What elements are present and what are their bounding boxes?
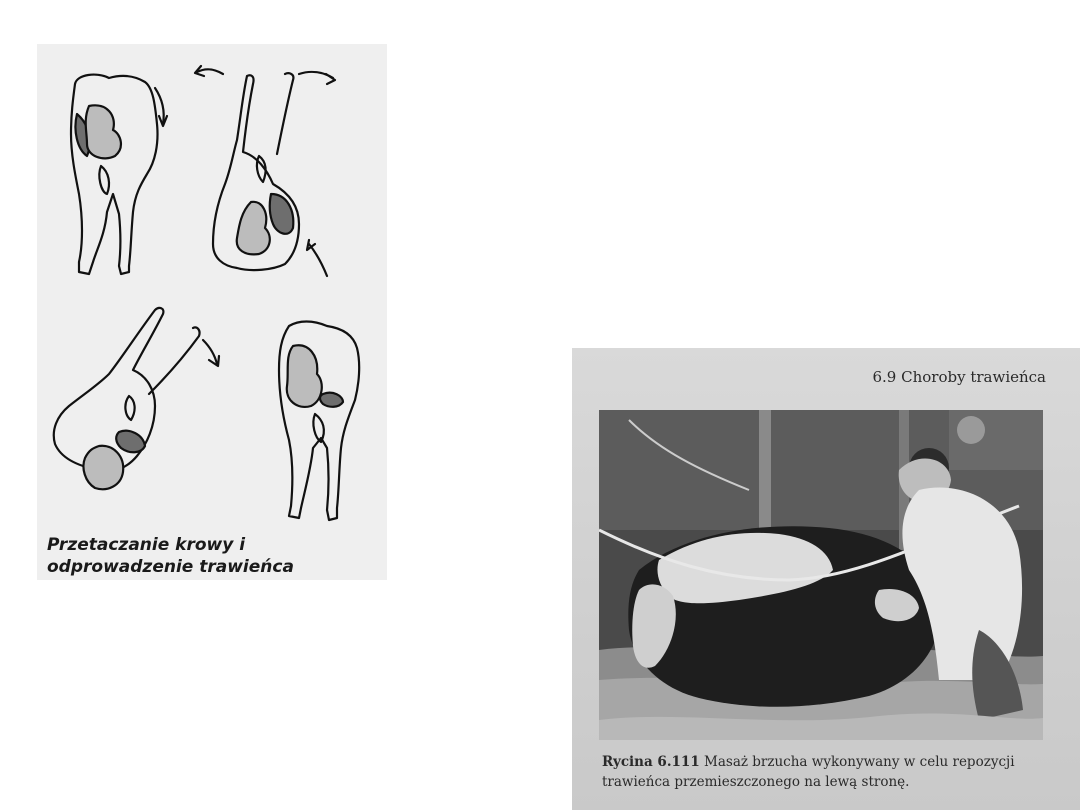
figure-label: Rycina 6.111	[602, 754, 700, 770]
diagram-caption: Przetaczanie krowy i odprowadzenie trawieńca	[47, 535, 294, 577]
cow-rolling	[54, 308, 219, 489]
photo-caption	[602, 752, 1048, 792]
book-page-scan	[572, 348, 1080, 810]
cow-on-back	[213, 73, 327, 276]
figure-caption-text: Masaż brzucha wykonywany w celu repozycji trawieńca przemieszczonego na lewą stronę.	[602, 754, 1015, 790]
cow-standing-initial	[71, 75, 167, 274]
cow-standing-final	[279, 322, 359, 521]
cow-massage-photo	[599, 410, 1043, 740]
page-header: 6.9 Choroby trawieńca	[872, 368, 1046, 386]
cow-rolling-diagram	[37, 44, 387, 580]
rotation-arrows-top	[195, 66, 335, 84]
